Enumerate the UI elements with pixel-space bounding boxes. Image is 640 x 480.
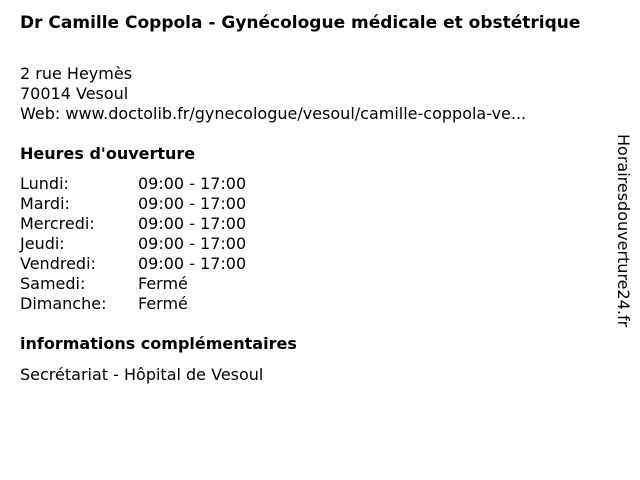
info-heading: informations complémentaires — [20, 334, 297, 353]
hours-row-monday — [20, 174, 246, 194]
day-label: Jeudi: — [20, 234, 65, 253]
hours-row-thursday — [20, 234, 246, 254]
address-block — [20, 64, 526, 124]
hours-value: 09:00 - 17:00 — [138, 254, 247, 273]
hours-row-tuesday — [20, 194, 246, 214]
page-title: Dr Camille Coppola - Gynécologue médicale et obstétrique — [20, 13, 581, 33]
day-label: Dimanche: — [20, 294, 107, 313]
hours-row-friday — [20, 254, 246, 274]
day-label: Lundi: — [20, 174, 69, 193]
hours-row-sunday — [20, 294, 246, 314]
hours-heading: Heures d'ouverture — [20, 144, 196, 163]
hours-value: 09:00 - 17:00 — [138, 194, 247, 213]
info-text: Secrétariat - Hôpital de Vesoul — [20, 365, 264, 384]
hours-value: Fermé — [138, 294, 188, 313]
city-address: 70014 Vesoul — [20, 84, 129, 103]
day-label: Mardi: — [20, 194, 70, 213]
opening-hours-table — [20, 174, 246, 314]
day-label: Samedi: — [20, 274, 86, 293]
hours-value: Fermé — [138, 274, 188, 293]
day-label: Vendredi: — [20, 254, 96, 273]
website-link[interactable]: Web: www.doctolib.fr/gynecologue/vesoul/camille-coppola-ve... — [20, 104, 527, 123]
site-watermark: Horairesdouverture24.fr — [614, 134, 633, 328]
hours-row-saturday — [20, 274, 246, 294]
hours-value: 09:00 - 17:00 — [138, 234, 247, 253]
street-address: 2 rue Heymès — [20, 64, 133, 83]
hours-value: 09:00 - 17:00 — [138, 174, 247, 193]
day-label: Mercredi: — [20, 214, 95, 233]
hours-row-wednesday — [20, 214, 246, 234]
hours-value: 09:00 - 17:00 — [138, 214, 247, 233]
